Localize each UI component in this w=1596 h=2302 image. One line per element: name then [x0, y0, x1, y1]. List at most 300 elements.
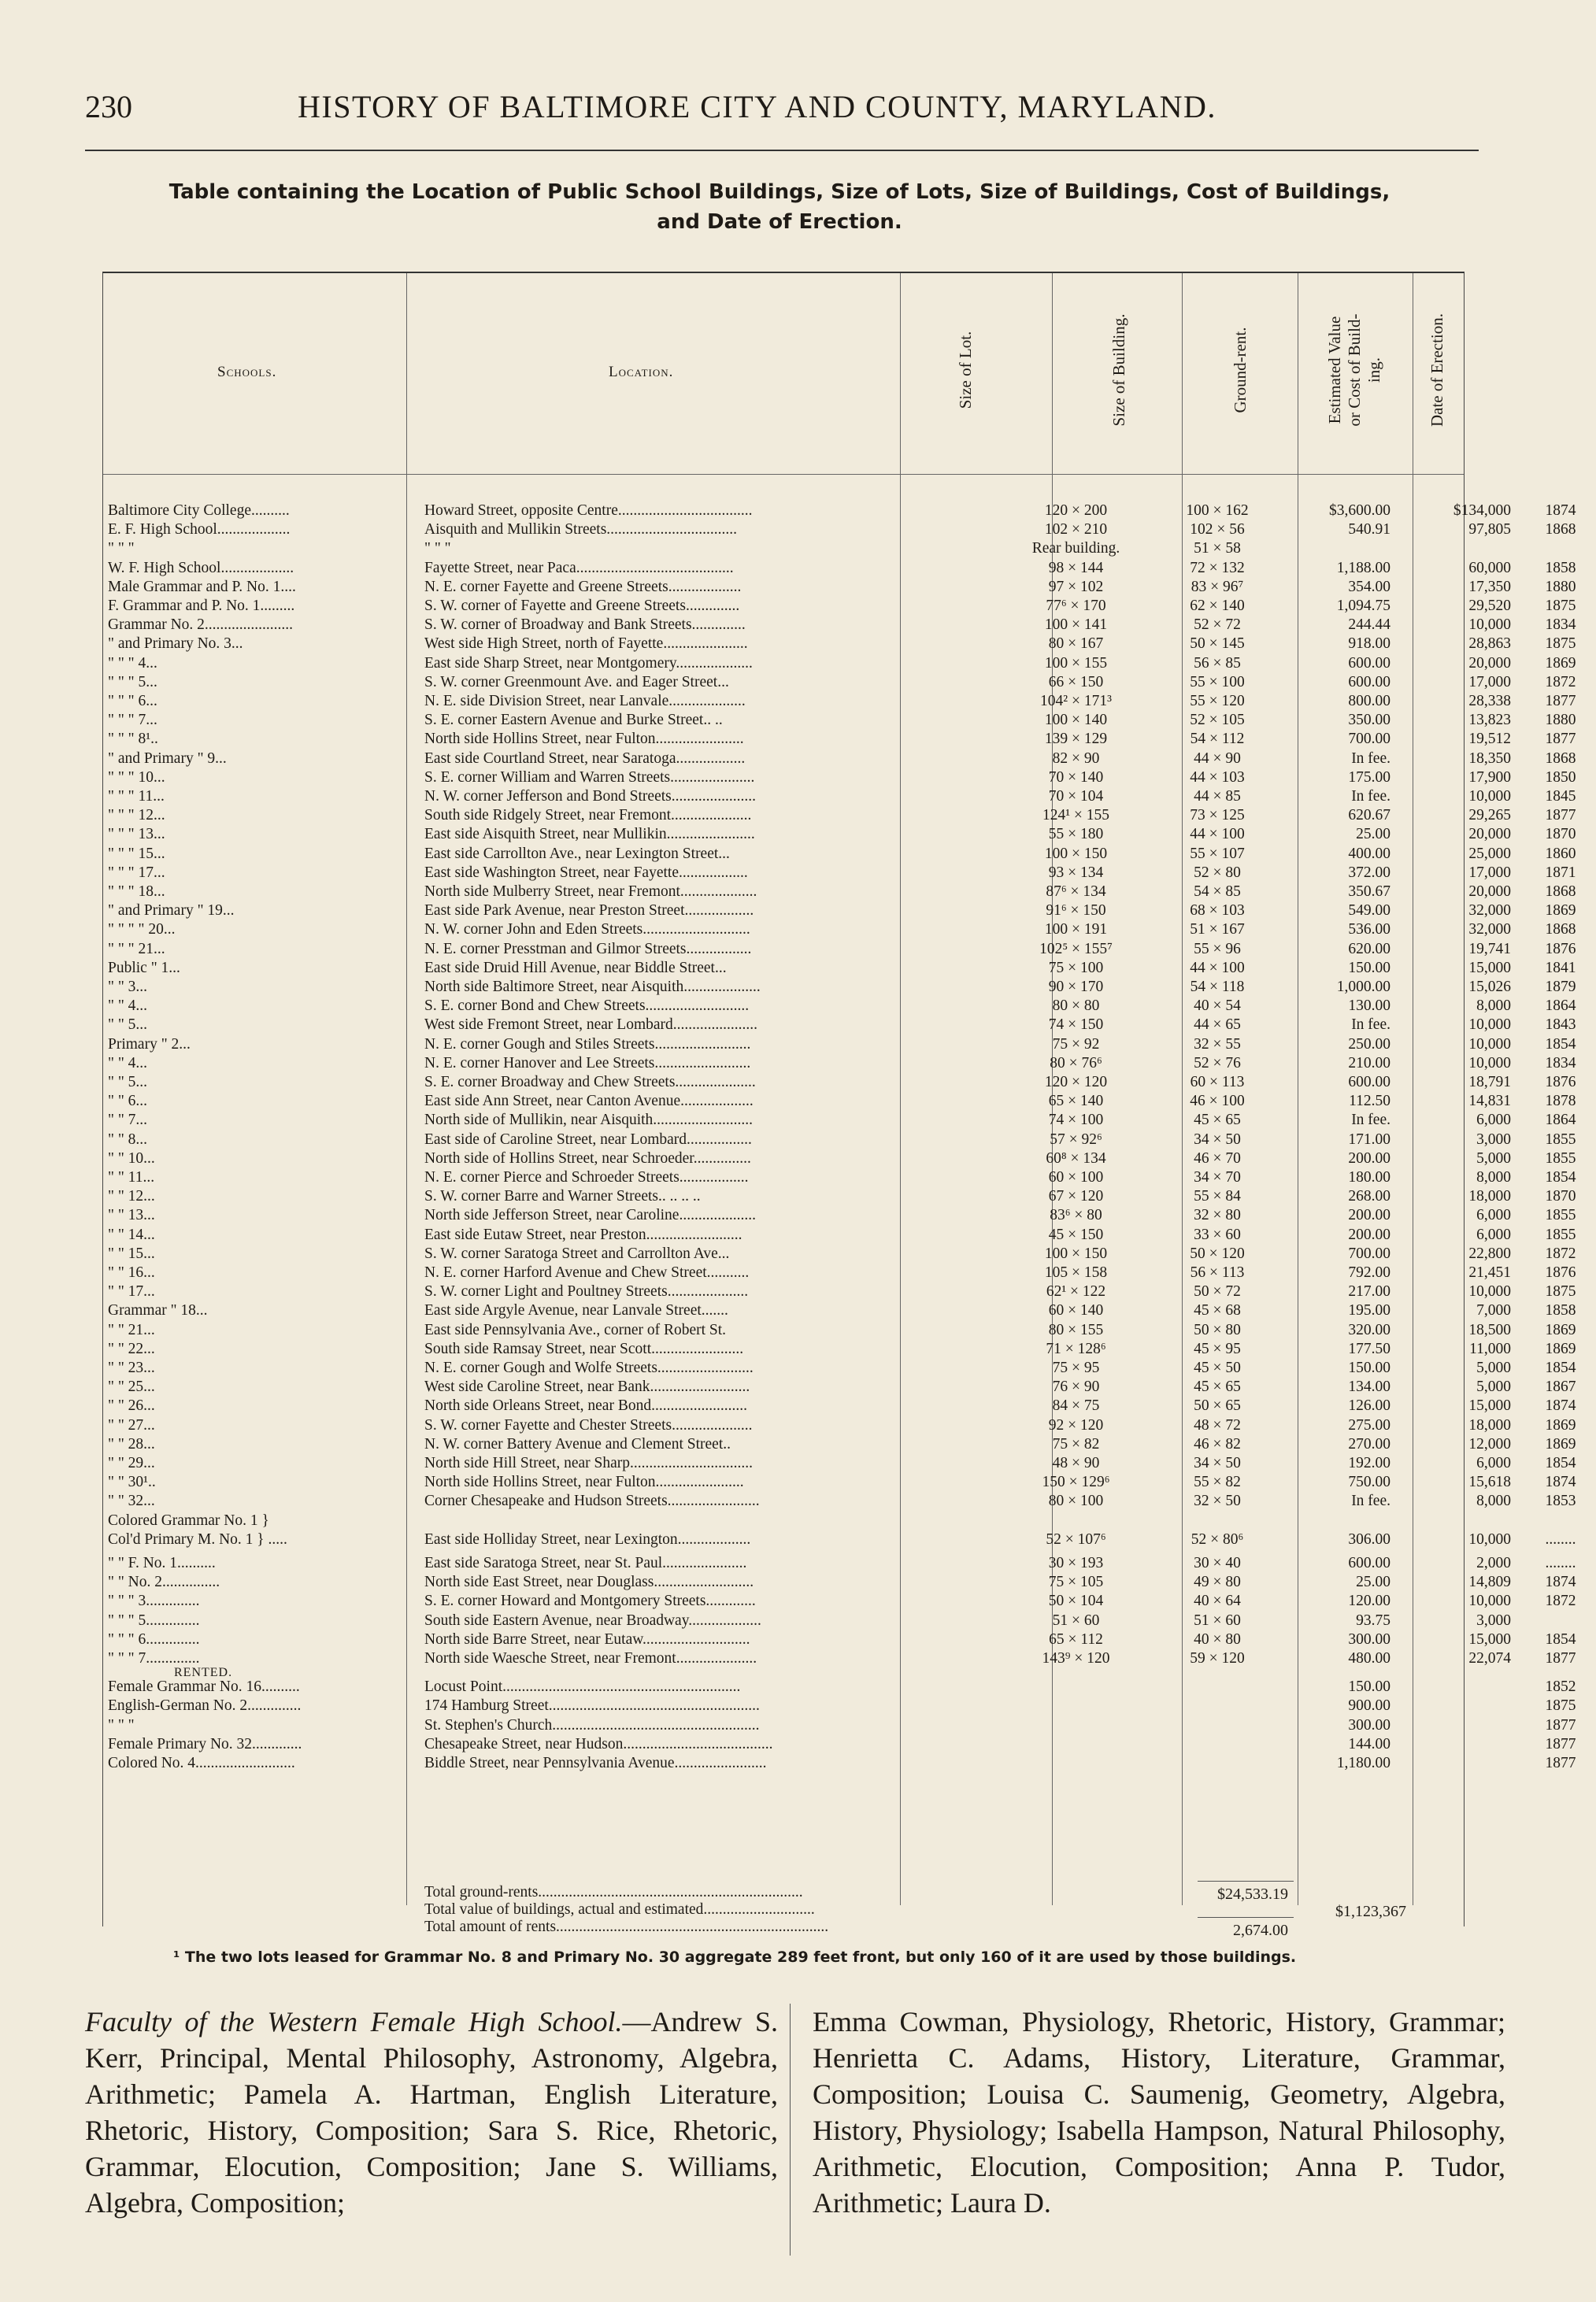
school-cell: " " " 21...: [108, 940, 165, 957]
building-size-cell: 50 × 145: [1190, 635, 1245, 653]
date-cell: 1869: [1545, 1321, 1576, 1338]
ground-rent-cell: 25.00: [1356, 1574, 1390, 1591]
ground-rent-cell: 25.00: [1356, 826, 1390, 843]
date-cell: 1872: [1545, 1593, 1576, 1610]
lot-size-cell: 70 × 104: [1048, 788, 1104, 805]
table-row: [103, 1454, 1576, 1472]
value-cell: 18,000: [1468, 1188, 1511, 1205]
ground-rent-cell: 275.00: [1348, 1416, 1390, 1434]
ground-rent-cell: $3,600.00: [1329, 502, 1390, 519]
table-row: [103, 1492, 1576, 1510]
school-cell: " " 32...: [108, 1493, 155, 1510]
building-size-cell: 55 × 107: [1190, 845, 1245, 862]
school-cell: " " " 6..............: [108, 1630, 200, 1648]
ground-rent-cell: 200.00: [1348, 1207, 1390, 1224]
table-row: [103, 1054, 1576, 1072]
location-cell: 174 Hamburg Street.......................................................: [424, 1697, 760, 1715]
ground-rent-cell: 217.00: [1348, 1283, 1390, 1301]
location-cell: Corner Chesapeake and Hudson Streets........................: [424, 1493, 760, 1510]
value-cell: 6,000: [1476, 1112, 1511, 1129]
table-row: [103, 1245, 1576, 1263]
school-cell: " " " 18...: [108, 883, 165, 900]
header-location: Location.: [609, 364, 674, 380]
school-cell: " " 11...: [108, 1169, 155, 1186]
value-cell: 17,000: [1468, 673, 1511, 690]
lot-size-cell: 80 × 80: [1052, 997, 1100, 1015]
header-estimated-value: [1325, 279, 1384, 461]
building-size-cell: 52 × 80: [1194, 864, 1241, 881]
location-cell: West side High Street, north of Fayette......................: [424, 635, 748, 653]
ground-rent-cell: 536.00: [1348, 921, 1390, 938]
building-size-cell: 45 × 50: [1194, 1360, 1241, 1376]
lot-size-cell: 143⁹ × 120: [1042, 1650, 1110, 1667]
location-cell: N. E. corner Presstman and Gilmor Streets.................: [424, 940, 752, 957]
ground-rent-cell: 354.00: [1348, 578, 1390, 595]
table-row: [103, 1716, 1576, 1734]
lot-size-cell: 93 × 134: [1048, 864, 1104, 881]
school-cell: Col'd Primary M. No. 1 } .....: [108, 1530, 287, 1548]
school-buildings-table: [102, 272, 1576, 1939]
building-size-cell: 44 × 103: [1190, 768, 1245, 786]
date-cell: 1880: [1545, 712, 1576, 729]
value-cell: 7,000: [1476, 1302, 1511, 1319]
building-size-cell: 34 × 50: [1194, 1131, 1241, 1148]
building-size-cell: 59 × 120: [1190, 1650, 1245, 1667]
building-size-cell: 45 × 65: [1194, 1112, 1241, 1129]
value-cell: 10,000: [1468, 1054, 1511, 1071]
lot-size-cell: 75 × 105: [1048, 1574, 1104, 1591]
ground-rent-cell: 192.00: [1348, 1455, 1390, 1471]
building-size-cell: 44 × 65: [1194, 1016, 1241, 1034]
table-row: [103, 1397, 1576, 1415]
table-row: [103, 920, 1576, 938]
building-size-cell: 45 × 68: [1194, 1302, 1241, 1319]
date-cell: 1874: [1545, 1397, 1576, 1415]
lot-size-cell: 67 × 120: [1048, 1188, 1104, 1205]
school-cell: " and Primary " 9...: [108, 749, 227, 767]
value-cell: 18,000: [1468, 1416, 1511, 1434]
location-cell: " " ": [424, 540, 451, 557]
date-cell: 1875: [1545, 1283, 1576, 1301]
location-cell: East side Ann Street, near Canton Avenue...................: [424, 1093, 754, 1110]
value-cell: 3,000: [1476, 1131, 1511, 1148]
school-cell: Grammar No. 2.......................: [108, 616, 294, 634]
faculty-list-right: Emma Cowman, Physiology, Rhetoric, History, Grammar; Henrietta C. Adams, History, Literature, Grammar, Composition; Louisa C. Saumenig, Geometry, Algebra, History, Physiology; Isabella Hampson, Natural Philosophy, Arithmetic, Elocution, Composition; Anna P. Tudor, Arithmetic; Laura D.: [813, 2006, 1505, 2219]
ground-rent-cell: 112.50: [1349, 1093, 1390, 1110]
date-cell: 1878: [1545, 1093, 1576, 1110]
lot-size-cell: 80 × 100: [1048, 1493, 1104, 1510]
location-cell: North side of Hollins Street, near Schroeder...............: [424, 1149, 751, 1167]
building-size-cell: 55 × 96: [1194, 940, 1241, 957]
location-cell: Howard Street, opposite Centre...................................: [424, 502, 753, 519]
building-size-cell: 32 × 80: [1194, 1207, 1241, 1224]
value-cell: 18,500: [1468, 1321, 1511, 1338]
location-cell: East side Courtland Street, near Saratoga..................: [424, 749, 746, 767]
ground-rent-cell: 200.00: [1348, 1226, 1390, 1243]
building-size-cell: 52 × 105: [1190, 712, 1245, 729]
ground-rent-cell: 320.00: [1348, 1321, 1390, 1338]
location-cell: Aisquith and Mullikin Streets..................................: [424, 521, 738, 538]
table-row: [103, 883, 1576, 901]
location-cell: North side East Street, near Douglass..........................: [424, 1574, 754, 1591]
table-row: [103, 1187, 1576, 1205]
building-size-cell: 51 × 60: [1194, 1612, 1241, 1629]
header-separator: [103, 474, 1464, 475]
location-cell: North side Hill Street, near Sharp................................: [424, 1455, 754, 1471]
building-size-cell: 40 × 64: [1194, 1593, 1241, 1610]
lot-size-cell: 102 × 210: [1044, 521, 1108, 538]
lot-size-cell: 100 × 191: [1044, 921, 1108, 938]
value-cell: 10,000: [1468, 788, 1511, 805]
value-cell: 15,000: [1468, 1630, 1511, 1648]
lot-size-cell: 120 × 120: [1044, 1074, 1108, 1090]
value-cell: 11,000: [1469, 1340, 1511, 1357]
header-date-of-erection: Date of Erection.: [1428, 313, 1446, 427]
caption-line-1: Table containing the Location of Public School Buildings, Size of Lots, Size of Buildings, Cost of Buildings,: [168, 180, 1390, 204]
date-cell: 1855: [1545, 1131, 1576, 1148]
location-cell: East side Carrollton Ave., near Lexington Street...: [424, 845, 730, 862]
ground-rent-cell: 130.00: [1348, 997, 1390, 1015]
table-row: [103, 673, 1576, 691]
date-cell: 1877: [1545, 731, 1576, 748]
value-cell: 20,000: [1468, 826, 1511, 843]
school-cell: " " 14...: [108, 1226, 155, 1243]
date-cell: 1855: [1545, 1207, 1576, 1224]
lot-size-cell: 97 × 102: [1048, 578, 1104, 595]
value-cell: 18,791: [1468, 1074, 1511, 1090]
building-size-cell: 45 × 65: [1194, 1379, 1241, 1396]
ground-rent-cell: 270.00: [1348, 1435, 1390, 1453]
table-row: [103, 959, 1576, 977]
school-cell: " " 4...: [108, 997, 148, 1015]
ground-rent-cell: 549.00: [1348, 902, 1390, 920]
school-cell: " " ": [108, 1716, 135, 1734]
school-cell: Grammar " 18...: [108, 1302, 208, 1319]
building-size-cell: 34 × 70: [1194, 1169, 1241, 1186]
school-cell: " " 7...: [108, 1112, 148, 1129]
lot-size-cell: 82 × 90: [1052, 749, 1100, 767]
date-cell: 1869: [1545, 1416, 1576, 1434]
school-cell: " " 4...: [108, 1054, 148, 1071]
school-cell: " " 15...: [108, 1245, 155, 1262]
value-cell: 5,000: [1476, 1379, 1511, 1396]
school-cell: " " 5...: [108, 1074, 148, 1090]
table-row: [103, 1016, 1576, 1034]
date-cell: 1877: [1545, 807, 1576, 824]
lot-size-cell: 80 × 167: [1048, 635, 1104, 653]
lot-size-cell: 60 × 100: [1048, 1169, 1104, 1186]
ground-rent-cell: In fee.: [1351, 749, 1390, 767]
table-row: [103, 1321, 1576, 1339]
lot-size-cell: 100 × 141: [1044, 616, 1108, 634]
school-cell: " " " 15...: [108, 845, 165, 862]
ground-rent-cell: 150.00: [1348, 1678, 1390, 1696]
school-cell: " " 28...: [108, 1435, 155, 1453]
building-size-cell: 56 × 113: [1190, 1264, 1245, 1281]
lot-size-cell: 92 × 120: [1048, 1416, 1104, 1434]
table-row: [103, 1612, 1511, 1630]
table-row: [103, 1301, 1576, 1319]
building-size-cell: 52 × 80⁶: [1191, 1530, 1244, 1548]
ground-rent-cell: 700.00: [1348, 731, 1390, 748]
building-size-cell: 100 × 162: [1186, 502, 1249, 519]
ground-rent-cell: 300.00: [1348, 1630, 1390, 1648]
lot-size-cell: 77⁶ × 170: [1046, 598, 1106, 614]
date-cell: 1876: [1545, 1074, 1576, 1090]
value-cell: 32,000: [1468, 902, 1511, 920]
school-cell: " " 13...: [108, 1207, 155, 1224]
table-row: [103, 978, 1576, 996]
lot-size-cell: 48 × 90: [1052, 1455, 1100, 1471]
school-cell: Primary " 2...: [108, 1035, 191, 1053]
location-cell: S. W. corner Barre and Warner Streets.. .. .. ..: [424, 1188, 701, 1205]
ground-rent-cell: 126.00: [1348, 1397, 1390, 1415]
table-row: [103, 692, 1576, 710]
table-row: [103, 1678, 1576, 1696]
lot-size-cell: 139 × 129: [1044, 731, 1108, 748]
ground-rent-cell: 620.67: [1348, 807, 1390, 824]
ground-rent-cell: In fee.: [1351, 1112, 1390, 1129]
lot-size-cell: 51 × 60: [1052, 1612, 1100, 1629]
lot-size-cell: 100 × 140: [1044, 712, 1108, 729]
school-cell: " " " " 20...: [108, 921, 176, 938]
date-cell: 1872: [1545, 1245, 1576, 1262]
value-cell: 6,000: [1476, 1226, 1511, 1243]
value-cell: 60,000: [1468, 559, 1511, 576]
text-column-right: [813, 2004, 1505, 2221]
lot-size-cell: 83⁶ × 80: [1050, 1207, 1102, 1224]
rule: [1198, 1917, 1294, 1918]
ground-rent-cell: In fee.: [1351, 1493, 1390, 1510]
date-cell: 1868: [1545, 749, 1576, 767]
table-row: [103, 1035, 1576, 1053]
date-cell: 1855: [1545, 1226, 1576, 1243]
location-cell: North side Orleans Street, near Bond.........................: [424, 1397, 747, 1415]
table-row: [103, 940, 1576, 958]
building-size-cell: 54 × 112: [1190, 731, 1245, 748]
value-cell: 17,900: [1468, 768, 1511, 786]
location-cell: S. E. corner Howard and Montgomery Streets.............: [424, 1593, 756, 1610]
table-row: [103, 520, 1576, 538]
table-row: [103, 901, 1576, 920]
school-cell: " " 17...: [108, 1283, 155, 1301]
date-cell: 1854: [1545, 1035, 1576, 1053]
table-row: [103, 1630, 1576, 1649]
header-value-line-2: or Cost of Build-: [1345, 313, 1364, 427]
value-cell: 5,000: [1476, 1360, 1511, 1376]
value-cell: 15,026: [1468, 979, 1511, 995]
header-value-line-1: Estimated Value: [1325, 316, 1344, 424]
location-cell: West side Fremont Street, near Lombard......................: [424, 1016, 758, 1034]
date-cell: 1876: [1545, 940, 1576, 957]
location-cell: St. Stephen's Church......................................................: [424, 1716, 760, 1734]
building-size-cell: 62 × 140: [1190, 598, 1245, 614]
building-size-cell: 83 × 96⁷: [1191, 578, 1244, 595]
school-cell: " " 29...: [108, 1455, 155, 1471]
table-row: [103, 559, 1576, 577]
location-cell: S. W. corner of Broadway and Bank Streets..............: [424, 616, 746, 634]
table-row: [103, 1554, 1576, 1572]
lot-size-cell: 60 × 140: [1048, 1302, 1104, 1319]
page-header: [85, 88, 1439, 135]
location-cell: N. E. corner Pierce and Schroeder Streets..................: [424, 1169, 749, 1186]
table-row: [103, 825, 1576, 843]
building-size-cell: 40 × 80: [1194, 1630, 1241, 1648]
ground-rent-cell: 150.00: [1348, 959, 1390, 976]
building-size-cell: 45 × 95: [1194, 1340, 1241, 1357]
location-cell: North side Baltimore Street, near Aisquith....................: [424, 979, 761, 995]
ground-rent-cell: 210.00: [1348, 1054, 1390, 1071]
date-cell: 1870: [1545, 826, 1576, 843]
building-size-cell: 40 × 54: [1194, 997, 1241, 1015]
value-cell: 12,000: [1468, 1435, 1511, 1453]
value-cell: 22,800: [1468, 1245, 1511, 1262]
table-row: [103, 787, 1576, 805]
location-cell: East side of Caroline Street, near Lombard.................: [424, 1131, 752, 1148]
lot-size-cell: 50 × 104: [1048, 1593, 1104, 1610]
location-cell: South side Ramsay Street, near Scott........................: [424, 1340, 744, 1357]
location-cell: S. E. corner Bond and Chew Streets...........................: [424, 997, 750, 1015]
building-size-cell: 55 × 100: [1190, 673, 1245, 690]
ground-rent-cell: 800.00: [1348, 693, 1390, 709]
table-row: [103, 1530, 1576, 1549]
lot-size-cell: 55 × 180: [1048, 826, 1104, 843]
table-row: [103, 1226, 1576, 1244]
location-cell: South side Ridgely Street, near Fremont.....................: [424, 807, 752, 824]
caption-line-2: and Date of Erection.: [657, 210, 902, 234]
value-cell: 19,741: [1468, 940, 1511, 957]
total-ground-rents-value: $24,533.19: [1217, 1886, 1288, 1903]
building-size-cell: 51 × 58: [1194, 540, 1241, 557]
date-cell: 1864: [1545, 997, 1576, 1015]
value-cell: 17,000: [1468, 864, 1511, 881]
date-cell: 1877: [1545, 1755, 1576, 1771]
ground-rent-cell: 306.00: [1348, 1530, 1390, 1548]
date-cell: 1867: [1545, 1379, 1576, 1396]
ground-rent-cell: 918.00: [1348, 635, 1390, 653]
building-size-cell: 68 × 103: [1190, 902, 1245, 920]
building-size-cell: 50 × 120: [1190, 1245, 1245, 1262]
building-size-cell: 55 × 120: [1190, 693, 1245, 709]
lot-size-cell: 71 × 128⁶: [1046, 1340, 1106, 1357]
table-row: [103, 845, 1576, 863]
school-cell: Male Grammar and P. No. 1....: [108, 578, 296, 595]
ground-rent-cell: 120.00: [1348, 1593, 1390, 1610]
school-cell: " " 21...: [108, 1321, 155, 1338]
ground-rent-cell: 177.50: [1348, 1340, 1390, 1357]
table-row: [103, 1473, 1576, 1491]
location-cell: S. W. corner Saratoga Street and Carrollton Ave...: [424, 1245, 730, 1262]
building-size-cell: 55 × 84: [1194, 1188, 1241, 1205]
ground-rent-cell: 600.00: [1348, 1074, 1390, 1090]
ground-rent-cell: 540.91: [1348, 521, 1390, 538]
building-size-cell: 56 × 85: [1194, 654, 1241, 672]
lot-size-cell: 62¹ × 122: [1046, 1283, 1106, 1301]
table-row: [103, 768, 1576, 786]
table-row: [103, 1754, 1576, 1772]
ground-rent-cell: 93.75: [1356, 1612, 1390, 1629]
date-cell: 1850: [1545, 768, 1576, 786]
lot-size-cell: 76 × 90: [1052, 1379, 1100, 1396]
school-cell: " " " 5..............: [108, 1612, 200, 1629]
location-cell: N. E. corner Harford Avenue and Chew Street...........: [424, 1264, 750, 1281]
value-cell: 14,809: [1468, 1574, 1511, 1591]
table-row: [103, 578, 1576, 596]
ground-rent-cell: 350.67: [1348, 883, 1390, 900]
header-size-of-lot: Size of Lot.: [956, 331, 975, 409]
date-cell: 1852: [1545, 1678, 1576, 1696]
value-cell: 29,265: [1468, 807, 1511, 824]
ground-rent-cell: 600.00: [1348, 1555, 1390, 1571]
lot-size-cell: 98 × 144: [1048, 559, 1104, 576]
lot-size-cell: 91⁶ × 150: [1046, 902, 1106, 920]
location-cell: North side Hollins Street, near Fulton.......................: [424, 731, 744, 748]
school-cell: " " " 4...: [108, 654, 157, 672]
building-size-cell: 52 × 76: [1194, 1054, 1241, 1071]
value-cell: 20,000: [1468, 654, 1511, 672]
total-rents-value: 2,674.00: [1233, 1922, 1288, 1939]
school-cell: " and Primary " 19...: [108, 902, 235, 920]
value-cell: 14,831: [1468, 1093, 1511, 1110]
building-size-cell: 52 × 72: [1194, 616, 1241, 634]
value-cell: 3,000: [1476, 1612, 1511, 1629]
date-cell: 1853: [1545, 1493, 1576, 1510]
lot-size-cell: 52 × 107⁶: [1046, 1530, 1106, 1548]
rented-label: RENTED.: [174, 1666, 233, 1680]
school-cell: Colored Grammar No. 1 }: [108, 1512, 269, 1529]
location-cell: N. W. corner Battery Avenue and Clement Street..: [424, 1435, 731, 1453]
lot-size-cell: 74 × 100: [1048, 1112, 1104, 1129]
table-row: [103, 654, 1576, 672]
date-cell: 1880: [1545, 578, 1576, 595]
value-cell: 15,000: [1468, 1397, 1511, 1415]
ground-rent-cell: 268.00: [1348, 1188, 1390, 1205]
total-ground-rents-label: Total ground-rents.....................................................................: [424, 1884, 803, 1900]
building-size-cell: 60 × 113: [1190, 1074, 1245, 1090]
value-cell: 10,000: [1468, 1016, 1511, 1034]
location-cell: N. E. corner Fayette and Greene Streets...................: [424, 578, 742, 595]
building-size-cell: 54 × 118: [1190, 979, 1245, 995]
building-size-cell: 102 × 56: [1190, 521, 1245, 538]
table-row: [103, 1073, 1576, 1091]
school-cell: " " 26...: [108, 1397, 155, 1415]
date-cell: 1877: [1545, 693, 1576, 709]
value-cell: 97,805: [1468, 521, 1511, 538]
running-title: HISTORY OF BALTIMORE CITY AND COUNTY, MARYLAND.: [298, 89, 1216, 124]
ground-rent-cell: 1,180.00: [1336, 1755, 1390, 1771]
ground-rent-cell: 180.00: [1348, 1169, 1390, 1186]
school-cell: " " 8...: [108, 1131, 148, 1148]
table-row: [103, 616, 1576, 634]
date-cell: 1879: [1545, 979, 1576, 995]
school-cell: " " " 6...: [108, 693, 157, 709]
date-cell: 1841: [1545, 959, 1576, 976]
table-row: [103, 1592, 1576, 1610]
value-cell: 10,000: [1468, 1593, 1511, 1610]
ground-rent-cell: 300.00: [1348, 1716, 1390, 1734]
date-cell: 1843: [1545, 1016, 1576, 1034]
school-cell: " " 27...: [108, 1416, 155, 1434]
school-cell: Colored No. 4..........................: [108, 1755, 295, 1771]
school-cell: " " " 12...: [108, 807, 165, 824]
value-cell: 8,000: [1476, 1169, 1511, 1186]
location-cell: North side Barre Street, near Eutaw............................: [424, 1630, 750, 1648]
lot-size-cell: 90 × 170: [1048, 979, 1104, 995]
value-cell: 18,350: [1468, 749, 1511, 767]
date-cell: 1875: [1545, 1697, 1576, 1715]
ground-rent-cell: In fee.: [1351, 1016, 1390, 1034]
location-cell: East side Argyle Avenue, near Lanvale Street.......: [424, 1302, 728, 1319]
